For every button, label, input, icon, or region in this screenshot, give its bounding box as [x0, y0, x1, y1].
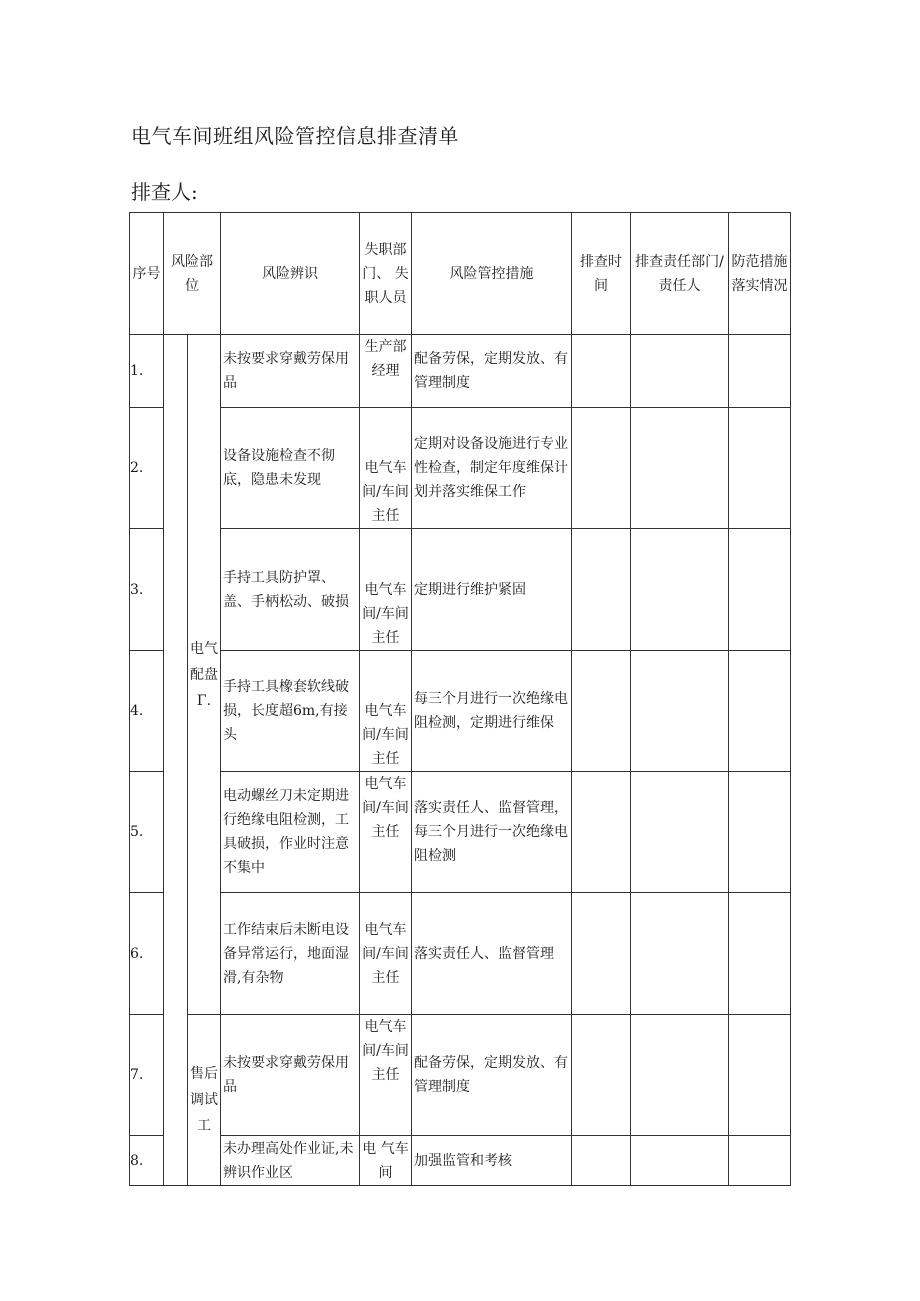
row-index: 6.	[130, 893, 164, 1015]
row-responsible	[631, 893, 729, 1015]
table-row	[130, 408, 791, 529]
row-check-time	[572, 772, 631, 893]
row-identification: 未按要求穿戴劳保用品	[221, 1015, 360, 1136]
document-title: 电气车间班组风险管控信息排查清单	[131, 124, 459, 148]
row-index: 5.	[130, 772, 164, 893]
row-measures: 配备劳保，定期发放、有管理制度	[412, 1015, 572, 1136]
row-check-time	[572, 651, 631, 772]
row-implementation	[729, 651, 791, 772]
row-responsible	[631, 1015, 729, 1136]
table-header-row	[130, 213, 791, 335]
header-control-measures: 风险管控措施	[412, 213, 572, 335]
row-implementation	[729, 893, 791, 1015]
row-check-time	[572, 1015, 631, 1136]
row-implementation	[729, 408, 791, 529]
table-row	[130, 529, 791, 651]
row-measures: 落实责任人、监督管理，每三个月进行一次绝缘电阻检测	[412, 772, 572, 893]
row-check-time	[572, 893, 631, 1015]
row-responsible	[631, 651, 729, 772]
table-row	[130, 772, 791, 893]
header-risk-part: 风险部位	[164, 213, 221, 335]
row-implementation	[729, 1015, 791, 1136]
row-dept: 电气车间/车间主任	[360, 529, 412, 651]
table-row	[130, 1015, 791, 1136]
row-dept: 电气车间/车间主任	[360, 893, 412, 1015]
risk-part-gutter	[164, 335, 188, 1186]
header-responsible: 排查责任部门/责任人	[631, 213, 729, 335]
row-check-time	[572, 408, 631, 529]
row-dept: 电 气车间	[360, 1136, 412, 1186]
row-identification: 手持工具防护罩、盖、手柄松动、破损	[221, 529, 360, 651]
row-dept: 电气车间/车间主任	[360, 408, 412, 529]
row-identification: 未按要求穿戴劳保用品	[221, 335, 360, 408]
row-check-time	[572, 1136, 631, 1186]
table-row	[130, 335, 791, 408]
row-check-time	[572, 529, 631, 651]
row-index: 3.	[130, 529, 164, 651]
header-risk-identification: 风险辨识	[221, 213, 360, 335]
row-measures: 配备劳保，定期发放、有管理制度	[412, 335, 572, 408]
risk-part-b: 售后调试工	[188, 1015, 221, 1186]
risk-part-a-suffix: Γ.	[196, 692, 212, 709]
table-row	[130, 1136, 791, 1186]
row-index: 8.	[130, 1136, 164, 1186]
row-responsible	[631, 1136, 729, 1186]
row-measures: 加强监管和考核	[412, 1136, 572, 1186]
risk-table	[129, 212, 791, 1186]
row-check-time	[572, 335, 631, 408]
row-identification: 手持工具橡套软线破损，长度超6m,有接头	[221, 651, 360, 772]
row-measures: 定期进行维护紧固	[412, 529, 572, 651]
row-index: 7.	[130, 1015, 164, 1136]
row-dept: 电气车间/车间主任	[360, 772, 412, 893]
table-row	[130, 651, 791, 772]
row-measures: 每三个月进行一次绝缘电阻检测，定期进行维保	[412, 651, 572, 772]
header-implementation: 防范措施落实情况	[729, 213, 791, 335]
row-identification: 设备设施检查不彻底，隐患未发现	[221, 408, 360, 529]
row-index: 2.	[130, 408, 164, 529]
row-dept: 生产部经理	[360, 335, 412, 408]
row-identification: 未办理高处作业证,未辨识作业区	[221, 1136, 360, 1186]
row-measures: 定期对设备设施进行专业性检查，制定年度维保计划并落实维保工作	[412, 408, 572, 529]
row-dept: 电气车间/车间主任	[360, 651, 412, 772]
row-responsible	[631, 335, 729, 408]
row-implementation	[729, 529, 791, 651]
row-implementation	[729, 772, 791, 893]
row-identification: 工作结束后未断电设备异常运行，地面湿滑,有杂物	[221, 893, 360, 1015]
row-implementation	[729, 1136, 791, 1186]
risk-part-a	[188, 335, 221, 1015]
header-negligent-dept: 失职部门、 失 职人员	[360, 213, 412, 335]
row-responsible	[631, 408, 729, 529]
table-row	[130, 893, 791, 1015]
risk-part-a-label: 电气配盘	[190, 640, 218, 683]
row-dept: 电气车间/车间主任	[360, 1015, 412, 1136]
header-index: 序号	[130, 213, 164, 335]
checker-label: 排查人:	[131, 180, 198, 204]
row-responsible	[631, 772, 729, 893]
row-index: 1.	[130, 335, 164, 408]
row-index: 4.	[130, 651, 164, 772]
row-measures: 落实责任人、监督管理	[412, 893, 572, 1015]
header-check-time: 排查时间	[572, 213, 631, 335]
row-implementation	[729, 335, 791, 408]
row-identification: 电动螺丝刀未定期进行绝缘电阻检测，工具破损，作业时注意不集中	[221, 772, 360, 893]
row-responsible	[631, 529, 729, 651]
